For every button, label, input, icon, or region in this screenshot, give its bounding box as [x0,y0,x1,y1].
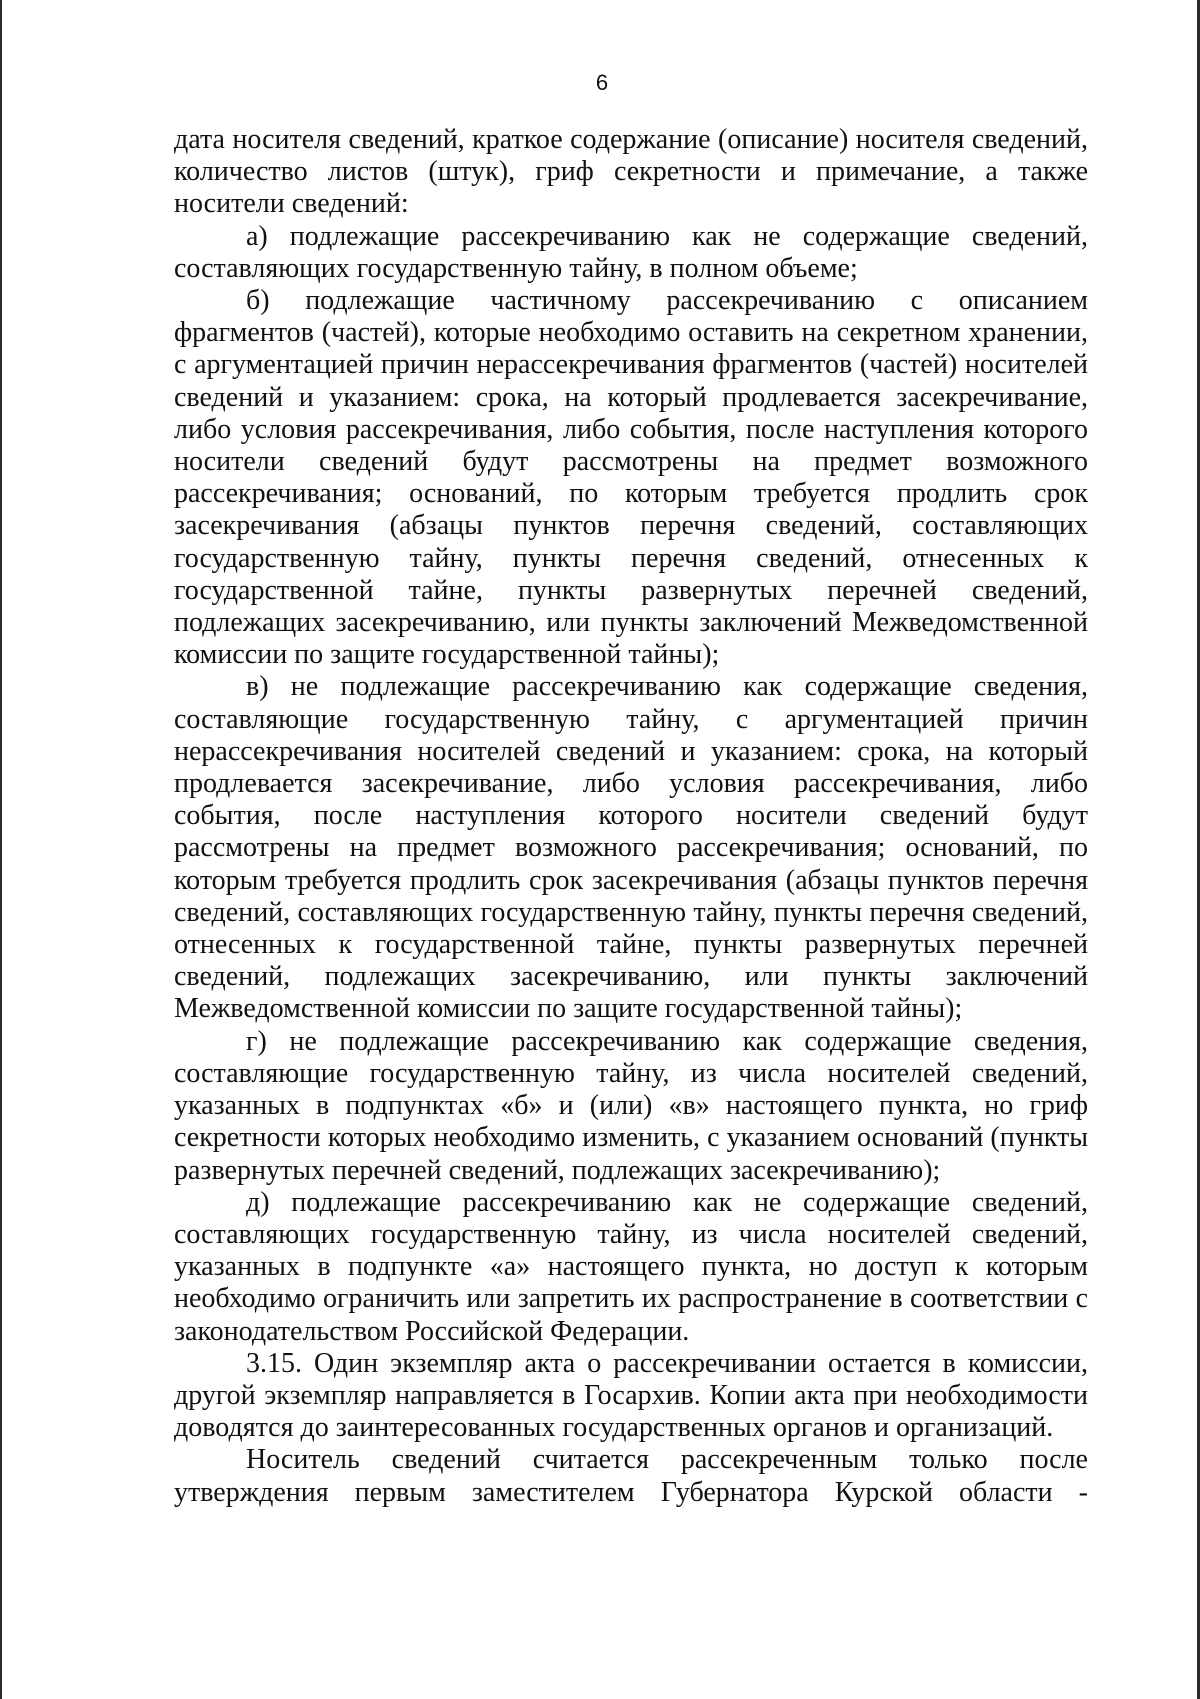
paragraph-declassified-note: Носитель сведений считается рассекреченным только после утверждения первым заместителем Губернатора Курской области - [174,1444,1088,1508]
paragraph-section-3-15: 3.15. Один экземпляр акта о рассекречивании остается в комиссии, другой экземпляр направляется в Госархив. Копии акта при необходимости доводятся до заинтересованных государственных органов и организаций. [174,1347,1088,1444]
paragraph-item-v: в) не подлежащие рассекречиванию как содержащие сведения, составляющие государственную тайну, с аргументацией причин нерассекречивания носителей сведений и указанием: срока, на который продлевается засекречивание, либо условия рассекречивания, либо события, после наступления которого носители сведений будут рассмотрены на предмет возможного рассекречивания; оснований, по которым требуется продлить срок засекречивания (абзацы пунктов перечня сведений, составляющих государственную тайну, пункты перечня сведений, отнесенных к государственной тайне, пункты развернутых перечней сведений, подлежащих засекречиванию, или пункты заключений Межведомственной комиссии по защите государственной тайны); [174,671,1088,1025]
paragraph-item-d: д) подлежащие рассекречиванию как не содержащие сведений, составляющих государственную тайну, из числа носителей сведений, указанных в подпункте «а» настоящего пункта, но доступ к которым необходимо ограничить или запретить их распространение в соответствии с законодательством Российской Федерации. [174,1186,1088,1347]
paragraph-item-b: б) подлежащие частичному рассекречиванию с описанием фрагментов (частей), которые необходимо оставить на секретном хранении, с аргументацией причин нерассекречивания фрагментов (частей) носителей сведений и указанием: срока, на который продлевается засекречивание, либо условия рассекречивания, либо события, после наступления которого носители сведений будут рассмотрены на предмет возможного рассекречивания; оснований, по которым требуется продлить срок засекречивания (абзацы пунктов перечня сведений, составляющих государственную тайну, пункты перечня сведений, отнесенных к государственной тайне, пункты развернутых перечней сведений, подлежащих засекречиванию, или пункты заключений Межведомственной комиссии по защите государственной тайны); [174,285,1088,671]
page-number: 6 [595,70,609,95]
paragraph-continuation: дата носителя сведений, краткое содержание (описание) носителя сведений, количество листов (штук), гриф секретности и примечание, а также носители сведений: [174,124,1088,220]
paragraph-item-a: а) подлежащие рассекречиванию как не содержащие сведений, составляющих государственную тайну, в полном объеме; [174,220,1088,284]
paragraph-item-g: г) не подлежащие рассекречиванию как содержащие сведения, составляющие государственную тайну, из числа носителей сведений, указанных в подпунктах «б» и (или) «в» настоящего пункта, но гриф секретности которых необходимо изменить, с указанием оснований (пункты развернутых перечней сведений, подлежащих засекречиванию); [174,1025,1088,1186]
document-body [174,124,1088,1509]
